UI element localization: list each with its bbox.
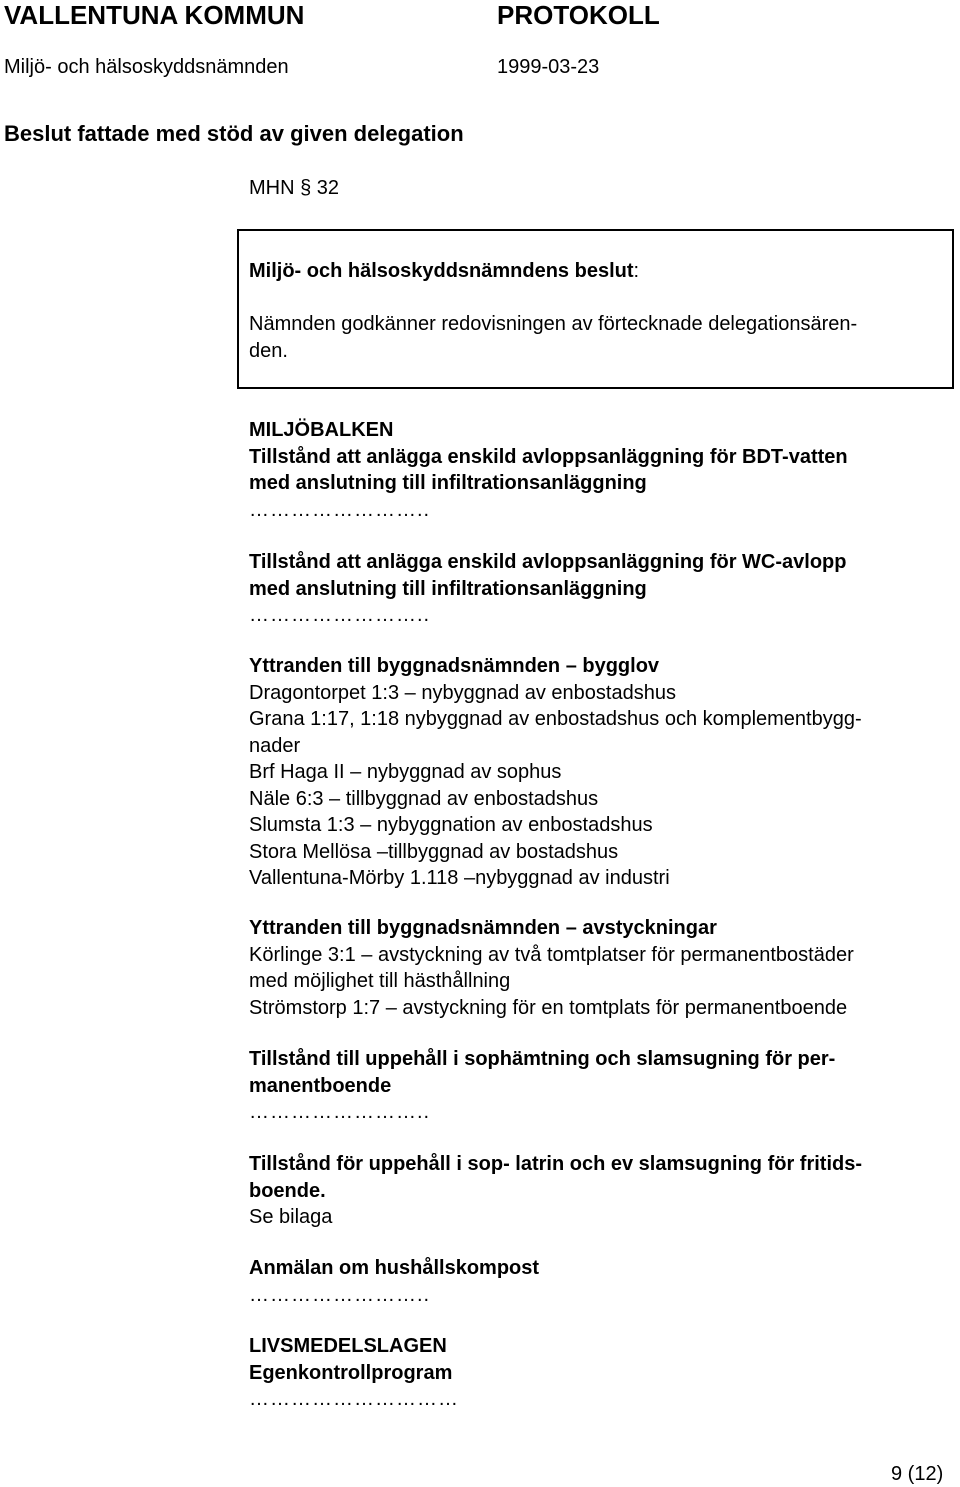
list-item: Körlinge 3:1 – avstyckning av två tomtplatser för permanentbostäder <box>249 943 854 966</box>
list-item: Grana 1:17, 1:18 nybyggnad av enbostadshus och komplementbygg- <box>249 708 862 730</box>
list-item: Strömstorp 1:7 – avstyckning för en tomtplats för permanentboende <box>249 996 848 1019</box>
section-heading-uppehall-fritid: boende. <box>249 1179 326 1202</box>
section-heading-uppehall-fritid: Tillstånd för uppehåll i sop- latrin och ev slamsugning för fritids- <box>249 1153 863 1175</box>
decision-label-colon: : <box>633 260 640 282</box>
list-item: Dragontorpet 1:3 – nybyggnad av enbostadshus <box>249 681 676 704</box>
delegation-list <box>249 417 954 523</box>
list-item: nader <box>249 734 301 757</box>
ellipsis-placeholder: …………………….. <box>249 1283 431 1306</box>
list-item: Tillstånd att anlägga enskild avloppsanläggning för BDT-vatten <box>249 445 848 468</box>
decision-text <box>249 311 857 364</box>
section-heading-miljobalken: MILJÖBALKEN <box>249 419 394 441</box>
decision-label-text: Miljö- och hälsoskyddsnämndens beslut <box>249 260 634 282</box>
section-heading-livsmedelslagen: LIVSMEDELSLAGEN <box>249 1335 447 1357</box>
committee-name: Miljö- och hälsoskyddsnämnden <box>4 56 289 78</box>
ellipsis-placeholder: …………………….. <box>249 1101 431 1123</box>
section-heading-uppehall-permanent: Tillstånd till uppehåll i sophämtning och slamsugning för per- <box>249 1048 836 1070</box>
list-item: Slumsta 1:3 – nybyggnation av enbostadshus <box>249 814 653 836</box>
page-heading: Beslut fattade med stöd av given delegation <box>4 121 464 146</box>
bygglov-section <box>249 653 954 892</box>
section-heading-egenkontroll: Egenkontrollprogram <box>249 1361 453 1384</box>
attachment-reference: Se bilaga <box>249 1206 333 1228</box>
decision-label <box>249 258 639 285</box>
avstyckning-section <box>249 915 954 1021</box>
list-item: Stora Mellösa –tillbyggnad av bostadshus <box>249 840 619 863</box>
livsmedel-section <box>249 1333 954 1413</box>
list-item: med anslutning till infiltrationsanläggning <box>249 472 647 494</box>
section-heading-uppehall-permanent: manentboende <box>249 1074 392 1097</box>
decision-box <box>237 229 954 389</box>
kompost-section <box>249 1255 954 1308</box>
meeting-date: 1999-03-23 <box>497 56 600 78</box>
document-type: PROTOKOLL <box>497 0 660 30</box>
decision-text-line: den. <box>249 339 288 362</box>
decision-text-line: Nämnden godkänner redovisningen av förtecknade delegationsären- <box>249 313 858 335</box>
org-name: VALLENTUNA KOMMUN <box>4 0 305 30</box>
ellipsis-placeholder: ………………………… <box>249 1388 459 1410</box>
list-item: Näle 6:3 – tillbyggnad av enbostadshus <box>249 787 599 810</box>
list-item: Brf Haga II – nybyggnad av sophus <box>249 761 562 783</box>
list-item: Tillstånd att anlägga enskild avloppsanläggning för WC-avlopp <box>249 551 847 573</box>
page-number: 9 (12) <box>891 1463 944 1485</box>
list-item: Vallentuna-Mörby 1.118 –nybyggnad av industri <box>249 867 670 889</box>
uppehall-perm-section <box>249 1046 954 1126</box>
list-item: med anslutning till infiltrationsanläggning <box>249 577 647 600</box>
ellipsis-placeholder: …………………….. <box>249 498 431 521</box>
section-heading-bygglov: Yttranden till byggnadsnämnden – bygglov <box>249 655 660 677</box>
delegation-list-2 <box>249 549 954 629</box>
uppehall-fritid-section <box>249 1151 954 1231</box>
section-heading-kompost: Anmälan om hushållskompost <box>249 1257 540 1279</box>
section-heading-avstyckningar: Yttranden till byggnadsnämnden – avstyckningar <box>249 917 717 939</box>
case-reference: MHN § 32 <box>249 177 340 199</box>
list-item: med möjlighet till hästhållning <box>249 970 511 992</box>
ellipsis-placeholder: …………………….. <box>249 604 431 626</box>
